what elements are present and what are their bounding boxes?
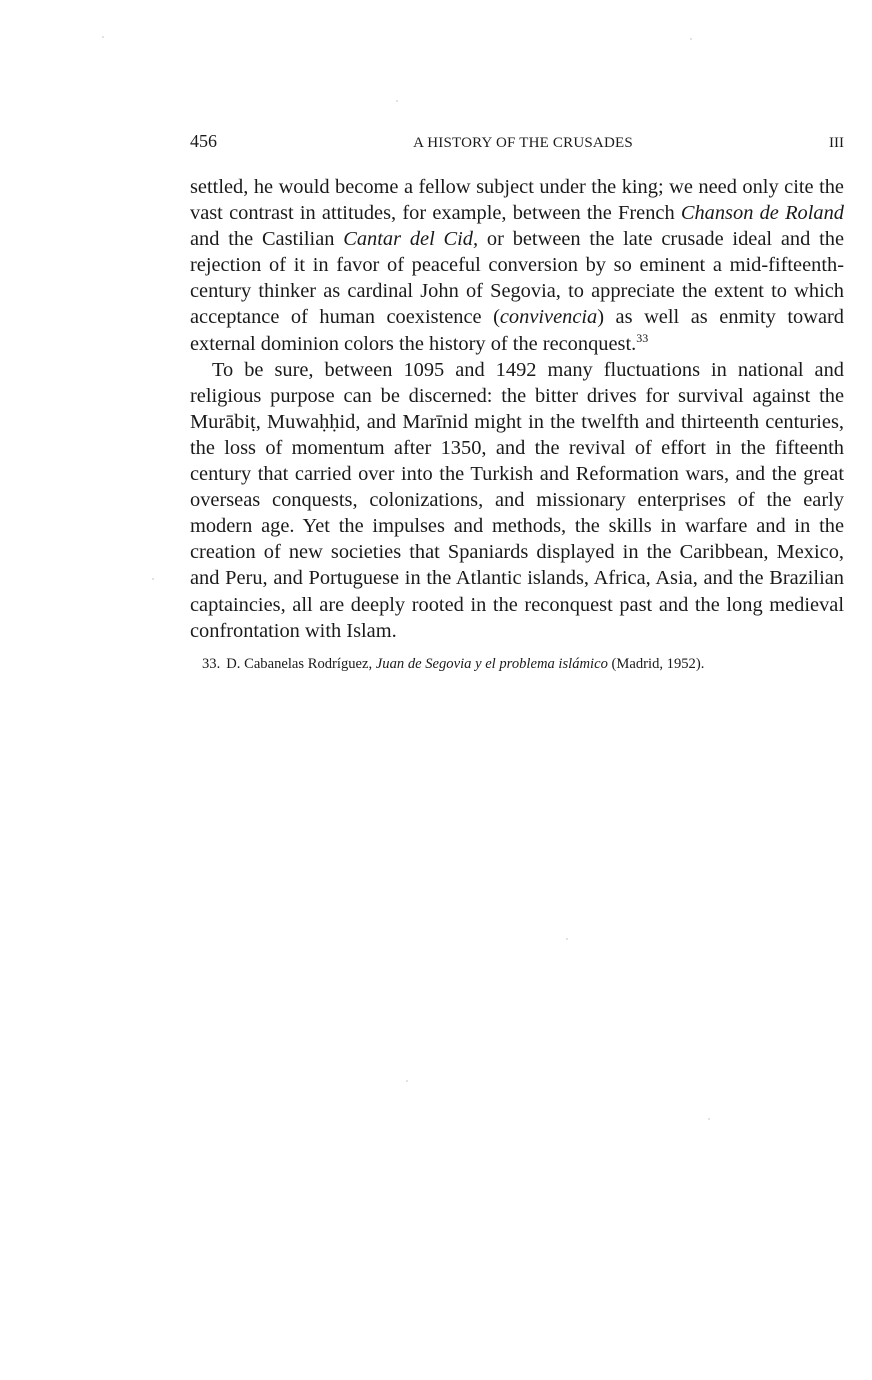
paragraph-2: To be sure, between 1095 and 1492 many fluctuations in national and religious purpose can be discerned: the bitter drives for survival against the Murābiṭ, Muwaḥḥid, and Marīnid might in the twelfth and thirteenth centuries, the loss of momentum after 1350, and the revival of effort in the fifteenth century that carried over into the Turkish and Reformation wars, and the great overseas conquests, colonizations, and missionary enterprises of the early modern age. Yet the impulses and methods, the skills in warfare and in the creation of new societies that Spaniards displayed in the Caribbean, Mexico, and Peru, and Portuguese in the Atlantic islands, Africa, Asia, and the Brazilian captaincies, all are deeply rooted in the reconquest past and the long medieval confrontation with Islam. — [190, 358, 844, 642]
p1-text-d: ) as well as enmity toward external dominion colors the history of the reconquest. — [190, 306, 844, 355]
footnote — [190, 654, 844, 674]
footnote-author: D. Cabanelas Rodríguez, — [226, 655, 376, 672]
scan-speck — [690, 38, 692, 40]
page-number: 456 — [190, 131, 217, 151]
scan-speck — [152, 578, 154, 580]
volume-number: III — [829, 135, 844, 151]
p1-italic-cantar: Cantar del Cid, — [343, 228, 479, 251]
running-title: A HISTORY OF THE CRUSADES — [413, 135, 633, 151]
p1-text-c: or between the late crusade ideal and the rejection of it in favor of peaceful conversion by so eminent a mid-fifteenth-century thinker as cardinal John of Segovia, to appreciate the extent to which acceptance of human coexistence ( — [190, 228, 845, 329]
scan-speck — [708, 1118, 710, 1120]
book-page — [190, 130, 844, 674]
scan-speck — [396, 100, 398, 102]
scan-speck — [102, 36, 104, 38]
scan-speck — [406, 1080, 408, 1082]
paragraph-1 — [190, 174, 844, 357]
p1-italic-chanson: Chanson de Roland — [680, 202, 844, 225]
footnote-number: 33. — [202, 655, 221, 672]
p1-italic-convivencia: convivencia — [499, 306, 598, 329]
scan-speck — [566, 938, 568, 940]
footnote-work-title: Juan de Segovia y el problema islámico — [375, 655, 608, 672]
running-head — [190, 130, 844, 152]
p1-text-b: and the Castilian — [190, 228, 344, 251]
body-text — [190, 174, 844, 644]
footnote-reference[interactable]: 33 — [636, 330, 649, 345]
footnote-publication: (Madrid, 1952). — [607, 655, 705, 672]
p1-text-a: settled, he would become a fellow subject under the king; we need only cite the vast contrast in attitudes, for example, between the French — [190, 176, 844, 225]
